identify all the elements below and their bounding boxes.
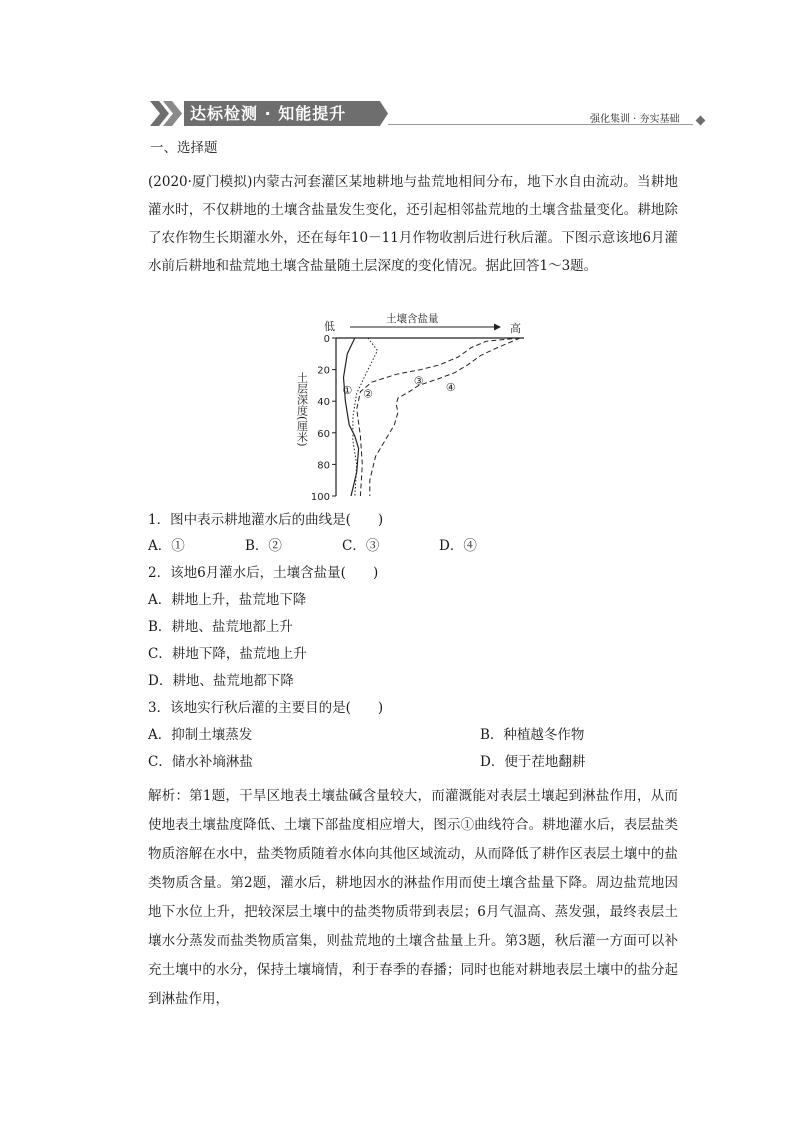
q1-option-b[interactable]: B．② [245, 538, 282, 554]
x-axis-label: 土壤含盐量 [386, 313, 439, 325]
diamond-icon [696, 116, 706, 126]
analysis-paragraph [148, 782, 678, 1014]
salinity-depth-chart [286, 310, 542, 510]
x-low-label: 低 [324, 320, 335, 333]
series-label: ① [342, 384, 353, 398]
q2-option-b[interactable]: B．耕地、盐荒地都上升 [148, 619, 293, 635]
series-label: ④ [445, 380, 456, 394]
y-tick-label: 100 [310, 492, 330, 503]
series-line [370, 338, 520, 496]
q2-option-d[interactable]: D．耕地、盐荒地都下降 [148, 673, 294, 689]
y-tick-label: 80 [317, 460, 330, 472]
series-line [357, 338, 521, 496]
x-arrow-head [494, 324, 501, 331]
q1-option-a[interactable]: A．① [148, 538, 185, 554]
question-1: 1．图中表示耕地灌水后的曲线是( ) [148, 512, 384, 528]
question-3: 3．该地实行秋后灌的主要目的是( ) [148, 700, 384, 716]
y-tick-label: 20 [317, 365, 330, 377]
y-tick-label: 60 [317, 428, 330, 440]
banner-title: 达标检测 · 知能提升 [190, 104, 347, 123]
q1-option-c[interactable]: C．③ [342, 538, 380, 554]
q3-option-a[interactable]: A．抑制土壤蒸发 [148, 727, 253, 743]
y-tick-label: 0 [323, 334, 330, 345]
intro-paragraph: (2020·厦门模拟)内蒙古河套灌区某地耕地与盐荒地相间分布，地下水自由流动。当耕地灌水时，不仅耕地的土壤含盐量发生变化，还引起相邻盐荒地的土壤含盐量变化。耕地除了农作物生长期灌水外，还在每年10－11月作物收割后进行秋后灌。下图示意该地6月灌水前后耕地和盐荒地土壤含盐量随土层深度的变化情况。据此回答1～3题。 [148, 174, 678, 274]
q2-option-c[interactable]: C．耕地下降，盐荒地上升 [148, 646, 307, 662]
q1-option-d[interactable]: D．④ [439, 538, 477, 554]
section-banner [150, 101, 388, 126]
header-right-label: 强化集训 · 夯实基础 [590, 114, 680, 125]
x-high-label: 高 [510, 322, 521, 335]
q3-option-d[interactable]: D．便于茬地翻耕 [480, 754, 586, 770]
y-axis-label: 土层深度(厘米) [295, 372, 309, 447]
section-title: 一、选择题 [150, 140, 218, 156]
y-tick-label: 40 [317, 397, 330, 409]
series-label: ③ [413, 374, 424, 388]
series-label: ② [363, 387, 373, 401]
series-line [344, 338, 359, 496]
q2-option-a[interactable]: A．耕地上升，盐荒地下降 [148, 592, 307, 608]
q3-option-c[interactable]: C．储水补墒淋盐 [148, 754, 253, 770]
analysis-text: 解析：第1题，干旱区地表土壤盐碱含量较大，而灌溉能对表层土壤起到淋盐作用，从而使地表土壤盐度降低、土壤下部盐度相应增大，图示①曲线符合。耕地灌水后，表层盐类物质溶解在水中，盐类物质随着水体向其他区域流动，从而降低了耕作区表层土壤中的盐类物质含量。第2题，灌水后，耕地因水的淋盐作用而使土壤含盐量下降。周边盐荒地因地下水位上升，把较深层土壤中的盐类物质带到表层；6月气温高、蒸发强，最终表层土壤水分蒸发而盐类物质富集，则盐荒地的土壤含盐量上升。第3题，秋后灌一方面可以补充土壤中的水分，保持土壤墒情，利于春季的春播；同时也能对耕地表层土壤中的盐分起到淋盐作用， [148, 788, 678, 1007]
q3-option-b[interactable]: B．种植越冬作物 [480, 727, 585, 743]
question-2: 2．该地6月灌水后，土壤含盐量( ) [148, 565, 379, 581]
